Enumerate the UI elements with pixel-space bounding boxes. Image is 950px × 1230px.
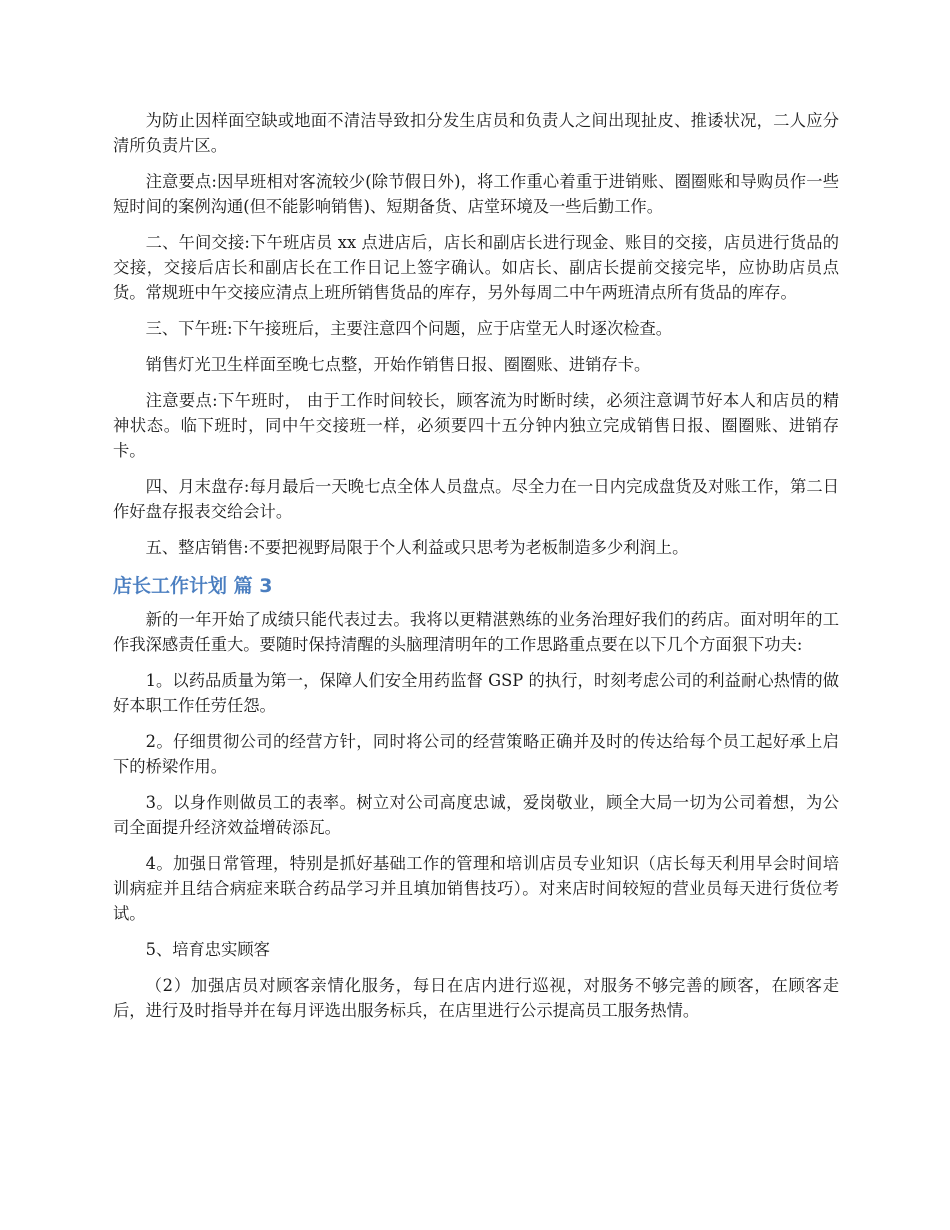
paragraph: 4。加强日常管理，特别是抓好基础工作的管理和培训店员专业知识（店长每天利用早会时间培训病症并且结合病症来联合药品学习并且填加销售技巧）。对来店时间较短的营业员每天进行货位考试。 bbox=[113, 854, 839, 923]
paragraph: 注意要点:下午班时， 由于工作时间较长，顾客流为时断时续，必须注意调节好本人和店员的精神状态。临下班时，同中午交接班一样，必须要四十五分钟内独立完成销售日报、圈圈账、进销存卡。 bbox=[113, 391, 839, 460]
paragraph: 5、培育忠实顾客 bbox=[145, 940, 270, 959]
paragraph: 新的一年开始了成绩只能代表过去。我将以更精湛熟练的业务治理好我们的药店。面对明年的工作我深感责任重大。要随时保持清醒的头脑理清明年的工作思路重点要在以下几个方面狠下功夫: bbox=[113, 610, 839, 654]
paragraph: 三、下午班:下午接班后，主要注意四个问题，应于店堂无人时逐次检查。 bbox=[145, 319, 673, 338]
paragraph: 五、整店销售:不要把视野局限于个人利益或只思考为老板制造多少利润上。 bbox=[145, 538, 689, 557]
section-heading: 店长工作计划 篇 3 bbox=[113, 575, 273, 597]
paragraph: 注意要点:因早班相对客流较少(除节假日外)，将工作重心着重于进销账、圈圈账和导购员作一些短时间的案例沟通(但不能影响销售)、短期备货、店堂环境及一些后勤工作。 bbox=[113, 172, 839, 216]
paragraph: 四、月末盘存:每月最后一天晚七点全体人员盘点。尽全力在一日内完成盘货及对账工作，第二日作好盘存报表交给会计。 bbox=[113, 477, 839, 521]
paragraph: 3。以身作则做员工的表率。树立对公司高度忠诚，爱岗敬业，顾全大局一切为公司着想，为公司全面提升经济效益增砖添瓦。 bbox=[113, 793, 839, 837]
paragraph: 销售灯光卫生样面至晚七点整，开始作销售日报、圈圈账、进销存卡。 bbox=[145, 355, 651, 374]
paragraph: 1。以药品质量为第一，保障人们安全用药监督 GSP 的执行，时刻考虑公司的利益耐心热情的做好本职工作任劳任怨。 bbox=[113, 671, 839, 715]
paragraph: （2）加强店员对顾客亲情化服务，每日在店内进行巡视，对服务不够完善的顾客，在顾客走后，进行及时指导并在每月评选出服务标兵，在店里进行公示提高员工服务热情。 bbox=[113, 976, 839, 1020]
paragraph: 2。仔细贯彻公司的经营方针，同时将公司的经营策略正确并及时的传达给每个员工起好承上启下的桥梁作用。 bbox=[113, 732, 839, 776]
document-page bbox=[113, 108, 839, 1034]
paragraph: 二、午间交接:下午班店员 xx 点进店后，店长和副店长进行现金、账目的交接，店员进行货品的交接，交接后店长和副店长在工作日记上签字确认。如店长、副店长提前交接完毕，应协助店员点货。常规班中午交接应清点上班所销售货品的库存，另外每周二中午两班清点所有货品的库存。 bbox=[113, 233, 839, 302]
paragraph: 为防止因样面空缺或地面不清洁导致扣分发生店员和负责人之间出现扯皮、推诿状况，二人应分清所负责片区。 bbox=[113, 111, 839, 155]
